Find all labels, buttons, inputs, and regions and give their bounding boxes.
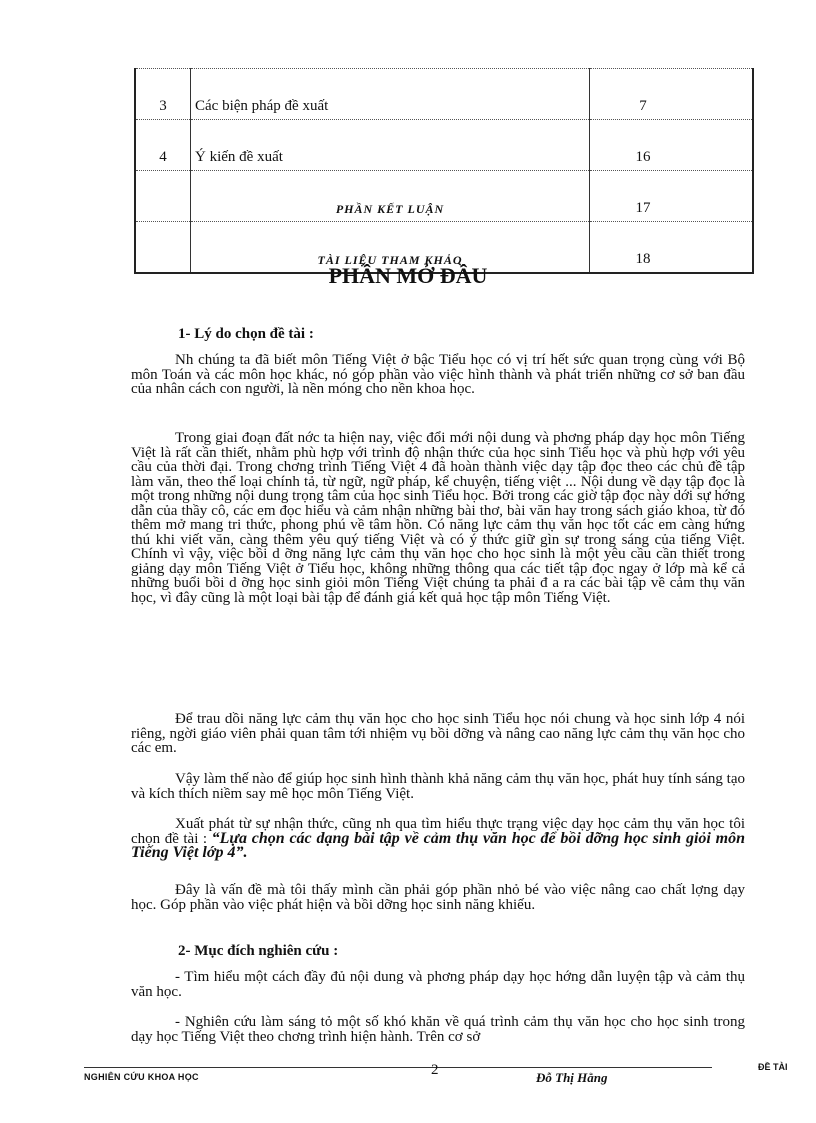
paragraph-context: Trong giai đoạn đất nớc ta hiện nay, việc đổi mới nội dung và phơng pháp dạy học môn Tiếng Việt là rất cần thiết, nhằm phù hợp với trình độ nhận thức của học sinh Tiểu học và phù hợp với yêu cầu của thời đại. Trong chơng trình Tiếng Việt 4 đã hoàn thành việc dạy tập đọc theo các chủ đề tập làm văn, theo thể loại chính tả, từ ngữ, ngữ pháp, kể chuyện, tiếng việt ... Nội dung về dạy tập đọc là một trong những nội dung trọng tâm của học sinh Tiểu học. Bởi trong các giờ tập đọc này dới sự hớng dẫn của thầy cô, các em đọc hiểu và cảm nhận những bài thơ, bài văn hay trong sách giáo khoa, từ đó thêm mở mang tri thức, phong phú về tâm hồn. Có năng lực cảm thụ văn học tốt các em càng hứng thú khi viết văn, càng thêm yêu quý tiếng Việt và có ý thức giữ gìn sự trong sáng của tiếng Việt. Chính vì vậy, việc bồi d ỡng năng lực cảm thụ văn học cho học sinh là một yêu cầu cần thiết trong giảng dạy môn Tiếng Việt ở Tiểu học, không những thông qua các tiết tập đọc ngay ở lớp mà kể cả những buổi bồi d ỡng học sinh giỏi môn Tiếng Việt chúng ta phải đ a ra các bài tập về cảm thụ văn học, vì đây cũng là một loại bài tập để đánh giá kết quả học tập môn Tiếng Việt. — [131, 430, 745, 606]
paragraph-intro: Nh chúng ta đã biết môn Tiếng Việt ở bậc Tiểu học có vị trí hết sức quan trọng cùng với Bộ môn Toán và các môn học khác, nó góp phần vào việc hình thành và phát triển những cơ sở ban đầu của nhân cách con người, là nền móng cho nền khoa học. — [131, 352, 745, 397]
paragraph-topic — [131, 817, 745, 861]
footer-right-label: ĐỀ TÀI — [758, 1062, 788, 1072]
topic-lead-text: Xuất phát từ sự nhận thức, cũng nh qua tìm hiểu thực trạng việc dạy học cảm thụ văn học tôi chọn đề tài : — [131, 816, 745, 847]
toc-heading-entry: PHẦN KẾT LUẬN — [191, 171, 590, 222]
footer-author: Đỗ Thị Hằng — [536, 1070, 608, 1085]
footer-left-label: NGHIÊN CỨU KHOA HỌC — [84, 1072, 199, 1082]
toc-row — [135, 69, 753, 120]
toc-row — [135, 171, 753, 222]
toc-heading-entry: TÀI LIỆU THAM KHẢO — [191, 222, 590, 274]
paragraph-purpose-2: - Nghiên cứu làm sáng tỏ một số khó khăn về quá trình cảm thụ văn học cho học sinh trong dạy học Tiếng Việt theo chơng trình hiện hành. Trên cơ sở — [131, 1014, 745, 1045]
toc-page: 7 — [590, 69, 754, 120]
footer-rule — [84, 1067, 712, 1068]
paragraph-question: Vậy làm thế nào để giúp học sinh hình thành khả năng cảm thụ văn học, phát huy tính sáng tạo và kích thích niềm say mê học môn Tiếng Việt. — [131, 771, 745, 802]
toc-number: 3 — [135, 69, 191, 120]
toc-page: 17 — [590, 171, 754, 222]
toc-number — [135, 171, 191, 222]
toc-entry: Các biện pháp đề xuất — [191, 69, 590, 120]
section-heading-reason: 1- Lý do chọn đề tài : — [178, 326, 314, 342]
toc-body — [135, 69, 753, 274]
paragraph-aim: Để trau dồi năng lực cảm thụ văn học cho học sinh Tiểu học nói chung và học sinh lớp 4 nói riêng, ngời giáo viên phải quan tâm tới nhiệm vụ bồi dỡng và nâng cao năng lực cảm thụ văn học cho các em. — [131, 711, 745, 756]
toc-row — [135, 120, 753, 171]
toc-entry: Ý kiến đề xuất — [191, 120, 590, 171]
topic-title: “Lựa chọn các dạng bài tập về cảm thụ văn học để bồi dỡng học sinh giỏi môn Tiếng Việt lớp 4”. — [131, 829, 745, 861]
table-of-contents — [134, 68, 754, 274]
toc-page: 16 — [590, 120, 754, 171]
section-heading-purpose: 2- Mục đích nghiên cứu : — [178, 943, 339, 959]
page-number: 2 — [431, 1062, 439, 1078]
toc-page: 18 — [590, 222, 754, 274]
page-title: PHẦN MỞ ĐẦU — [328, 263, 488, 288]
paragraph-purpose-1: - Tìm hiểu một cách đầy đủ nội dung và phơng pháp dạy học hớng dẫn luyện tập và cảm thụ văn học. — [131, 969, 745, 1000]
paragraph-contribution: Đây là vấn đề mà tôi thấy mình cần phải góp phần nhỏ bé vào việc nâng cao chất lợng dạy học. Góp phần vào việc phát hiện và bồi dỡng học sinh năng khiếu. — [131, 882, 745, 913]
toc-number: 4 — [135, 120, 191, 171]
